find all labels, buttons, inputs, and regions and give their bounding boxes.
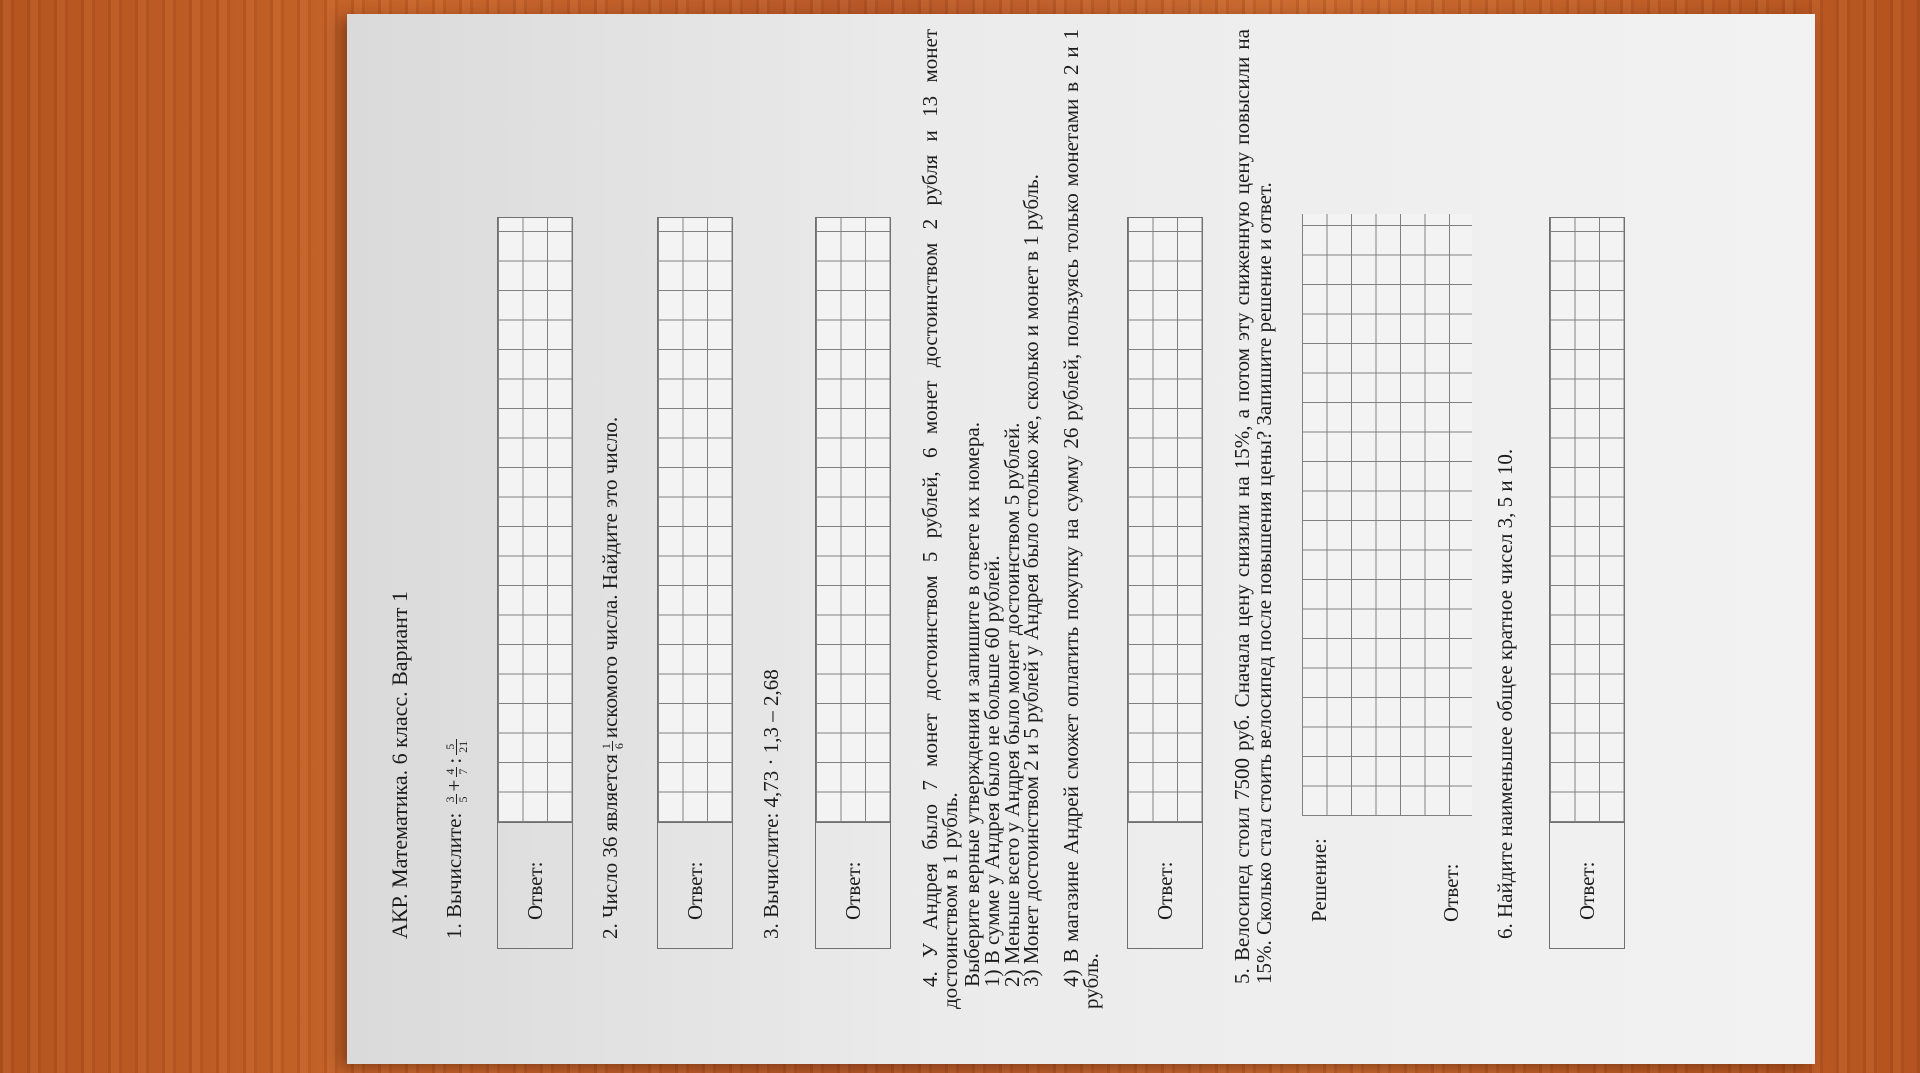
solution-label: Решение:	[1307, 838, 1331, 922]
task-1-prompt	[441, 736, 469, 939]
task-1-prefix: 1. Вычислите:	[442, 812, 466, 939]
task-1-answer-box[interactable]	[497, 217, 573, 949]
worksheet-content	[347, 14, 1815, 1064]
task-3-answer-box[interactable]	[815, 217, 891, 949]
solution-grid[interactable]	[1302, 214, 1472, 816]
task-5-work-area[interactable]	[1302, 214, 1472, 954]
fraction-1-6: 1 6	[598, 743, 626, 750]
task-4-statement-1: 1) В сумме у Андрея было не больше 60 рублей.	[980, 555, 1004, 987]
answer-grid[interactable]	[658, 218, 732, 822]
answer-label: Ответ:	[816, 822, 890, 948]
answer-label: Ответ:	[498, 822, 572, 948]
task-4-answer-box[interactable]	[1127, 217, 1203, 949]
fraction-3-5: 3 5	[442, 796, 470, 803]
plus-operator: +	[442, 779, 466, 792]
task-6-answer-box[interactable]	[1549, 217, 1625, 949]
answer-grid[interactable]	[1550, 218, 1624, 822]
fraction-5-21: 5 21	[442, 740, 470, 753]
task-4-intro: 4. У Андрея было 7 монет достоинством 5 рублей, 6 монет достоинством 2 рубля и 13 монет достоинством в 1 рубль.	[918, 29, 962, 1009]
answer-grid[interactable]	[816, 218, 890, 822]
task-4-instruction: Выберите верные утверждения и запишите в ответе их номера.	[960, 422, 984, 987]
worksheet-paper	[347, 14, 1815, 1064]
answer-label: Ответ:	[1550, 822, 1624, 948]
worksheet-title: АКР. Математика. 6 класс. Вариант 1	[387, 591, 412, 939]
fraction-4-7: 4 7	[442, 768, 470, 775]
task-4-statement-3: 3) Монет достоинством 2 и 5 рублей у Андрея было столько же, сколько и монет в 1 рубль.	[1019, 174, 1043, 987]
task-2-prompt	[597, 417, 625, 939]
task-5-prompt: 5. Велосипед стоил 7500 руб. Сначала цену снизили на 15%, а потом эту сниженную цену повысили на 15%. Сколько стал стоить велосипед после повышения цены? Запишите решение и ответ.	[1230, 29, 1276, 984]
task-6-prompt: 6. Найдите наименьшее общее кратное чисел 3, 5 и 10.	[1493, 448, 1517, 939]
task-2-answer-box[interactable]	[657, 217, 733, 949]
answer-label: Ответ:	[1128, 822, 1202, 948]
task-2-prefix: 2. Число 36 является	[598, 754, 622, 939]
task-4-statement-4: 4) В магазине Андрей сможет оплатить покупку на сумму 26 рублей, пользуясь только монетами в 2 и 1 рубль.	[1059, 29, 1103, 1009]
answer-label: Ответ:	[658, 822, 732, 948]
divide-operator: :	[442, 757, 466, 764]
task-4-statement-2: 2) Меньше всего у Андрея было монет достоинством 5 рублей.	[1000, 422, 1024, 987]
task-2-suffix: искомого числа. Найдите это число.	[598, 416, 622, 739]
task-5-labels	[1302, 816, 1472, 954]
answer-grid[interactable]	[1128, 218, 1202, 822]
answer-grid[interactable]	[498, 218, 572, 822]
task-3-prompt: 3. Вычислите: 4,73 · 1,3 – 2,68	[759, 669, 783, 939]
answer-label: Ответ:	[1439, 863, 1463, 922]
